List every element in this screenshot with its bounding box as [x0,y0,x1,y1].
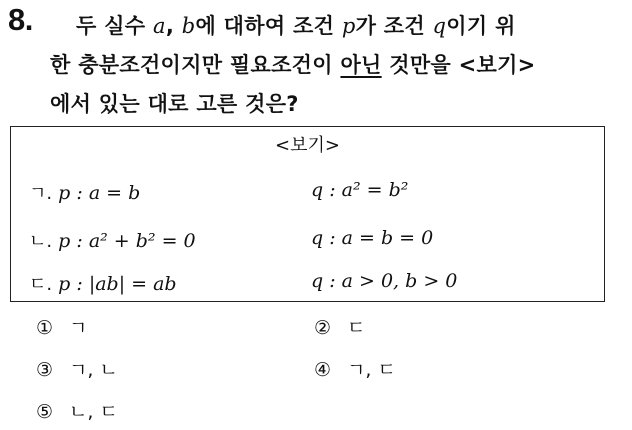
item-3-q [311,270,457,292]
choice-4[interactable] [314,355,396,382]
variable-q: q [432,14,447,38]
condition-p: p : |ab| = ab [58,273,177,295]
condition-p: p : a = b [58,182,141,204]
condition-q: q : a = b = 0 [311,227,434,249]
bogi-box [10,126,605,302]
condition-q: q : a > 0, b > 0 [311,270,458,292]
item-2-q [311,227,433,249]
item-label: ㄱ. [29,183,53,204]
question-text: 두 실수 [76,14,153,38]
condition-q: q : a² = b² [311,179,409,201]
underlined-word: 아닌 [340,53,382,77]
choice-5[interactable] [36,397,118,424]
choice-text: ㄱ, ㄴ [69,359,118,381]
item-2-p [29,227,196,253]
choice-number: ② [314,317,332,339]
item-1-q [311,179,408,201]
item-1-p [29,179,140,205]
question-number: 8. [8,2,33,37]
item-label: ㄷ. [29,274,53,295]
bogi-title: <보기> [275,135,340,156]
choice-number: ⑤ [36,401,54,423]
choice-text: ㄱ, ㄷ [347,359,396,381]
item-label: ㄴ. [29,231,53,252]
condition-p: p : a² + b² = 0 [58,230,196,252]
choice-number: ③ [36,359,54,381]
item-3-p [29,270,177,296]
variable-p: p [341,14,356,38]
choice-2[interactable] [314,313,365,340]
question-line-2 [50,49,536,79]
question-text: 가 조건 [355,14,433,38]
variable-a: a [152,14,166,38]
choice-text: ㄷ [347,317,366,339]
question-line-3: 에서 있는 대로 고른 것은? [50,92,299,116]
question-line-1 [76,10,516,40]
question-text: 이기 위 [446,14,516,38]
choice-text: ㄱ [69,317,88,339]
question-text: 에 대하여 조건 [195,14,342,38]
question-text: 한 충분조건이지만 필요조건이 [50,53,341,77]
question-text: 것만을 <보기> [381,53,536,77]
comma: , [165,14,182,38]
choice-number: ① [36,317,54,339]
variable-b: b [181,14,196,38]
choice-text: ㄴ, ㄷ [69,401,118,423]
choice-1[interactable] [36,313,87,340]
choice-number: ④ [314,359,332,381]
choice-3[interactable] [36,355,118,382]
